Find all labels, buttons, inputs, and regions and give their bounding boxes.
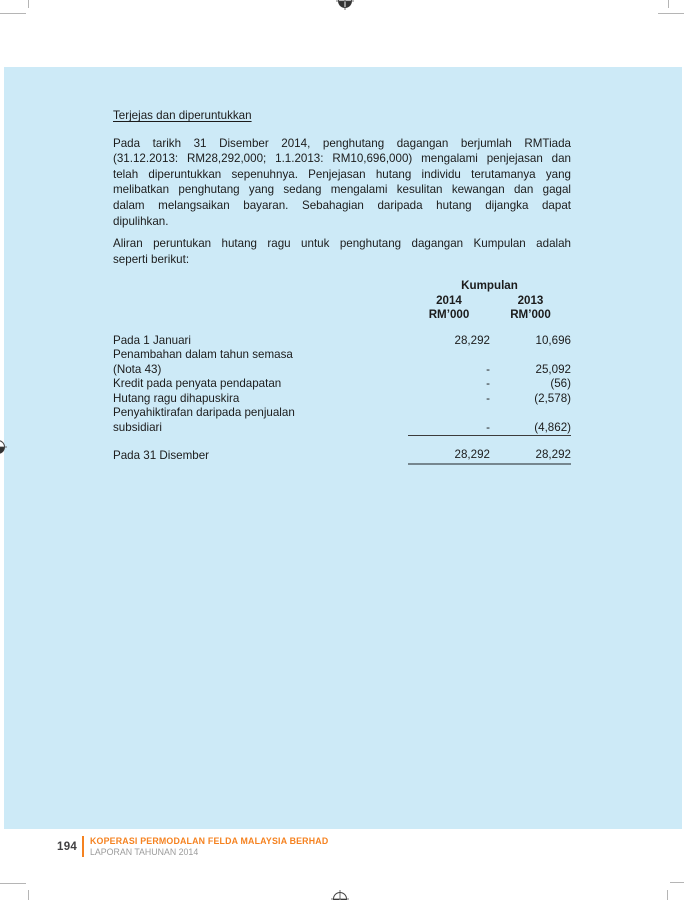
text-line: seperti berikut: xyxy=(113,252,190,266)
note-section xyxy=(113,108,571,465)
crop-mark xyxy=(28,0,29,8)
footer-org-name: KOPERASI PERMODALAN FELDA MALAYSIA BERHAD xyxy=(90,836,329,846)
row-label: (Nota 43) xyxy=(113,362,162,376)
text-line: telah diperuntukkan sepenuhnya. Penjejasan hutang individu terutamanya yang xyxy=(113,167,571,181)
footer-text xyxy=(90,836,328,857)
page-number: 194 xyxy=(57,840,78,853)
table-row xyxy=(113,334,571,349)
value-2013: (56) xyxy=(550,377,571,391)
footer-divider xyxy=(82,836,84,857)
text-line: dalam melangsaikan bayaran. Sebahagian daripada hutang dijangka dapat xyxy=(113,198,571,212)
row-label: Hutang ragu dihapuskira xyxy=(113,391,240,405)
table-total-row xyxy=(113,448,571,464)
column-header-year-2013: 2013 xyxy=(517,293,544,307)
value-2013 xyxy=(490,348,571,363)
footer-report-name: LAPORAN TAHUNAN 2014 xyxy=(90,847,199,857)
value-2014 xyxy=(408,406,490,421)
value-2014: 28,292 xyxy=(454,333,490,347)
crop-mark xyxy=(28,890,29,900)
crop-mark xyxy=(0,13,26,14)
table-unit-header-row xyxy=(113,308,571,323)
column-header-unit-2013: RM’000 xyxy=(510,308,551,322)
row-label: Penambahan dalam tahun semasa xyxy=(113,348,293,362)
table-group-header-row xyxy=(113,279,571,294)
value-2014: - xyxy=(486,391,490,405)
value-2013 xyxy=(490,406,571,421)
text-line: Pada tarikh 31 Disember 2014, penghutang dagangan berjumlah RMTiada xyxy=(113,136,571,150)
table-spacer xyxy=(113,323,571,334)
registration-mark-icon xyxy=(333,0,357,13)
row-label: Penyahiktirafan daripada penjualan xyxy=(113,406,295,420)
value-2014: - xyxy=(408,421,490,436)
crop-mark xyxy=(667,890,668,900)
table-year-header-row xyxy=(113,294,571,309)
table-row xyxy=(113,377,571,392)
table-row xyxy=(113,392,571,407)
value-2014: 28,292 xyxy=(408,448,490,464)
value-2013: 28,292 xyxy=(490,448,571,464)
value-2013: (2,578) xyxy=(534,391,571,405)
text-line: (31.12.2013: RM28,292,000; 1.1.2013: RM10,696,000) mengalami penjejasan dan xyxy=(113,152,571,166)
text-line: dipulihkan. xyxy=(113,214,169,228)
provision-movement-table xyxy=(113,279,571,465)
table-row xyxy=(113,363,571,378)
paragraph-provision-intro xyxy=(113,236,571,267)
table-row xyxy=(113,421,571,436)
text-line: Aliran peruntukan hutang ragu untuk penghutang dagangan Kumpulan adalah xyxy=(113,237,571,251)
table-spacer xyxy=(113,436,571,449)
section-heading: Terjejas dan diperuntukkan xyxy=(113,109,252,122)
crop-mark xyxy=(670,882,684,883)
table-row xyxy=(113,406,571,421)
value-2013: (4,862) xyxy=(490,421,571,436)
crop-mark xyxy=(0,883,26,884)
table-row xyxy=(113,348,571,363)
row-label: subsidiari xyxy=(113,421,162,435)
column-header-unit-2014: RM’000 xyxy=(428,308,470,322)
text-line: melibatkan penghutang yang sedang mengalami kesulitan kewangan dan gagal xyxy=(113,183,571,197)
value-2013: 25,092 xyxy=(535,362,571,376)
row-label: Kredit pada penyata pendapatan xyxy=(113,377,282,391)
crop-mark xyxy=(668,0,669,8)
group-header: Kumpulan xyxy=(461,279,518,293)
crop-mark xyxy=(658,13,684,14)
registration-mark-icon xyxy=(328,887,352,900)
column-header-year-2014: 2014 xyxy=(436,293,462,307)
value-2014: - xyxy=(486,362,490,376)
row-label: Pada 31 Disember xyxy=(113,449,210,463)
page-footer xyxy=(57,836,328,857)
registration-mark-icon xyxy=(0,435,10,459)
value-2014 xyxy=(408,348,490,363)
value-2013: 10,696 xyxy=(535,333,571,347)
row-label: Pada 1 Januari xyxy=(113,333,191,347)
value-2014: - xyxy=(486,377,490,391)
paragraph-impairment xyxy=(113,136,571,230)
